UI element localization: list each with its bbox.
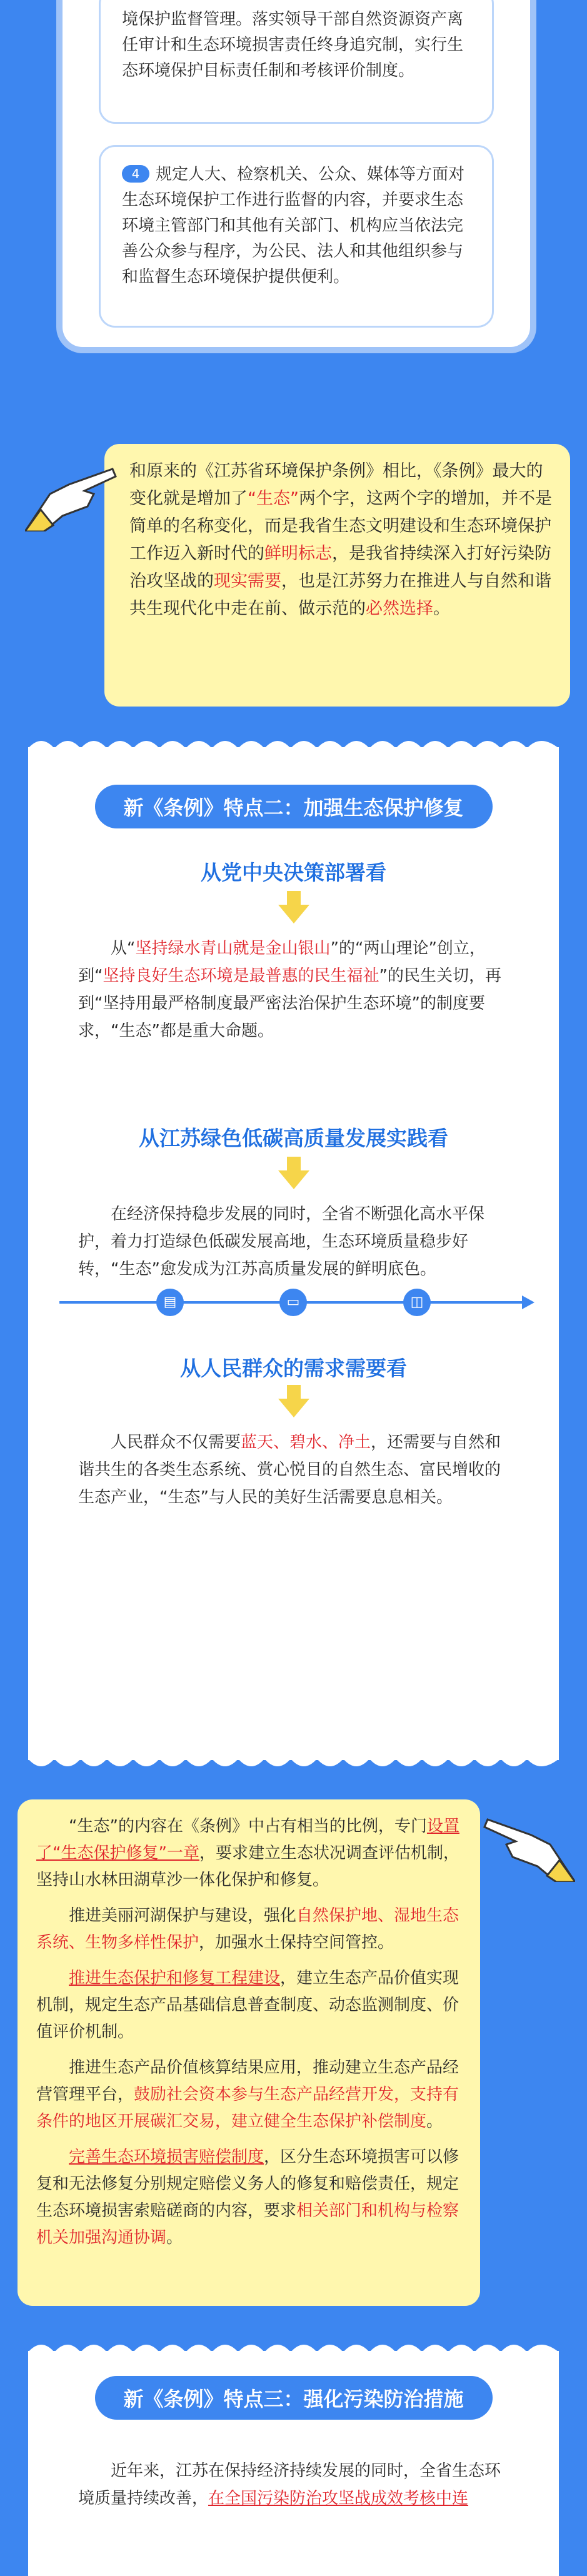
note1-text-2: 两个字，这两个字的增加，并不是简单的名称变化，而是我省生态文明建设和生态环境保护工作迈入新时代的 — [129, 489, 552, 563]
wave-bottom-edge — [28, 1759, 559, 1774]
note2-p4-b: 。 — [426, 2112, 443, 2131]
section-2-title: 新《条例》特点二：加强生态保护修复 — [94, 785, 492, 828]
note1-red-3: 现实需要 — [214, 571, 281, 591]
para1-text-a: 从“ — [111, 939, 136, 958]
subtitle-people-needs: 从人民群众的需求需要看 — [180, 1356, 407, 1381]
wave-top-edge — [28, 2337, 559, 2352]
pointing-hand-icon — [481, 1807, 575, 1882]
section-3-para — [78, 2457, 516, 2512]
note2-para-5 — [36, 2144, 465, 2251]
folder-icon: ▭ — [279, 1289, 307, 1316]
note2-p5-red-2: 相关部门和机构与检察机关加强沟通协调 — [36, 2201, 459, 2247]
article-box-4 — [99, 145, 494, 328]
note2-p3-b: ，建立生态产品价值实现机制，规定生态产品基础信息普查制度、动态监测制度、价值评价机制。 — [36, 1969, 459, 2041]
arrow-right-icon — [522, 1296, 534, 1309]
note2-para-1 — [36, 1813, 465, 1894]
note2-p5-c: 。 — [166, 2228, 183, 2247]
para3-text-b: ，还需要与自然和谐共生的各类生态系统、赏心悦目的自然生态、富民增收的生态产业，“生态”与人民的美好生活需要息息相关。 — [78, 1433, 501, 1507]
wave-top-edge — [28, 733, 559, 748]
subtitle-party-central: 从党中央决策部署看 — [201, 860, 386, 885]
top-card — [56, 0, 536, 353]
trash-icon: ◫ — [403, 1289, 431, 1316]
down-arrow-icon — [278, 1385, 309, 1417]
section-2-para-3 — [78, 1429, 516, 1511]
down-arrow-icon — [278, 891, 309, 923]
down-arrow-icon — [278, 1157, 309, 1189]
note2-p1-a: “生态”的内容在《条例》中占有相当的比例，专门 — [69, 1817, 427, 1836]
note1-text-4: ，也是江苏努力在推进人与自然和谐共生现代化中走在前、做示范的 — [129, 571, 551, 618]
note1-red-4: 必然选择 — [366, 599, 433, 618]
note2-p1-red: 设置了“生态保护修复”一章 — [36, 1817, 459, 1863]
note2-para-3 — [36, 1965, 465, 2046]
note2-p2-b: ，加强水土保持空间管控。 — [199, 1933, 394, 1952]
para1-text-b: ”的“两山理论”创立，到“ — [78, 939, 486, 985]
section-2-panel — [28, 747, 559, 1760]
box-4-text: 规定人大、检察机关、公众、媒体等方面对生态环境保护工作进行监督的内容，并要求生态环境主管部门和其他有关部门、机构应当依法完善公众参与程序，为公民、法人和其他组织参与和监督生态环境保护提供便利。 — [122, 165, 465, 286]
note2-p5-b: ，区分生态环境损害可以修复和无法修复分别规定赔偿义务人的修复和赔偿责任，规定生态环境损害索赔磋商的内容，要求 — [36, 2148, 459, 2220]
note1-text-3: ，是我省持续深入打好污染防治攻坚战的 — [129, 544, 551, 591]
note1-text-5: 。 — [433, 599, 450, 618]
section-2-para-2: 在经济保持稳步发展的同时，全省不断强化高水平保护，着力打造绿色低碳发展高地，生态环境质量稳步好转，“生态”愈发成为江苏高质量发展的鲜明底色。 — [78, 1205, 485, 1279]
para1-red-1: 坚持绿水青山就是金山银山 — [135, 939, 331, 958]
note2-p4-a: 推进生态产品价值核算结果应用，推动建立生态产品经营管理平台， — [36, 2058, 459, 2104]
note1-text-1: 和原来的《江苏省环境保护条例》相比，《条例》最大的变化就是增加了 — [129, 461, 543, 508]
para3-red: 蓝天、碧水、净土 — [241, 1433, 371, 1452]
para1-red-2: 坚持良好生态环境是最普惠的民生福祉 — [103, 967, 379, 985]
section-3-panel — [28, 2351, 559, 2576]
section-2-para-1 — [78, 935, 516, 1045]
article-number-badge: 4 — [122, 165, 149, 183]
note1-red-2: 鲜明标志 — [264, 544, 332, 563]
box-3-text: 境保护监督管理。落实领导干部自然资源资产离任审计和生态环境损害责任终身追究制，实行生态环境保护目标责任制和考核评价制度。 — [122, 10, 464, 80]
article-box-3 — [99, 0, 494, 124]
section3-text-a: 近年来，江苏在保持经济持续发展的同时，全省生态环境质量持续改善， — [78, 2462, 501, 2508]
document-icon: ▤ — [156, 1289, 184, 1316]
section-3-title: 新《条例》特点三：强化污染防治措施 — [94, 2376, 492, 2420]
note-card-1 — [104, 444, 570, 707]
subtitle-jiangsu-practice: 从江苏绿色低碳高质量发展实践看 — [139, 1126, 448, 1150]
note2-p2-a: 推进美丽河湖保护与建设，强化 — [69, 1906, 297, 1925]
para1-text-c: ”的民生关切，再到“坚持用最严格制度最严密法治保护生态环境”的制度要求，“生态”都是重大命题。 — [78, 967, 501, 1040]
note2-p1-b: ，要求建立生态状况调查评估机制，坚持山水林田湖草沙一体化保护和修复。 — [36, 1844, 459, 1889]
note1-red-1: “生态” — [248, 489, 299, 508]
note2-p3-red: 推进生态保护和修复工程建设 — [69, 1969, 281, 1988]
para3-text-a: 人民群众不仅需要 — [111, 1433, 241, 1452]
note2-p2-red: 自然保护地、湿地生态系统、生物多样性保护 — [36, 1906, 459, 1952]
note2-para-2 — [36, 1903, 465, 1956]
pointing-hand-icon — [25, 456, 119, 531]
note2-p5-red-1: 完善生态环境损害赔偿制度 — [69, 2148, 264, 2166]
note2-p4-red: 鼓励社会资本参与生态产品经营开发，支持有条件的地区开展碳汇交易，建立健全生态保护补偿制度 — [36, 2085, 459, 2131]
section3-red: 在全国污染防治攻坚战成效考核中连 — [208, 2489, 469, 2508]
note2-para-4 — [36, 2055, 465, 2135]
note-card-2 — [18, 1799, 480, 2306]
